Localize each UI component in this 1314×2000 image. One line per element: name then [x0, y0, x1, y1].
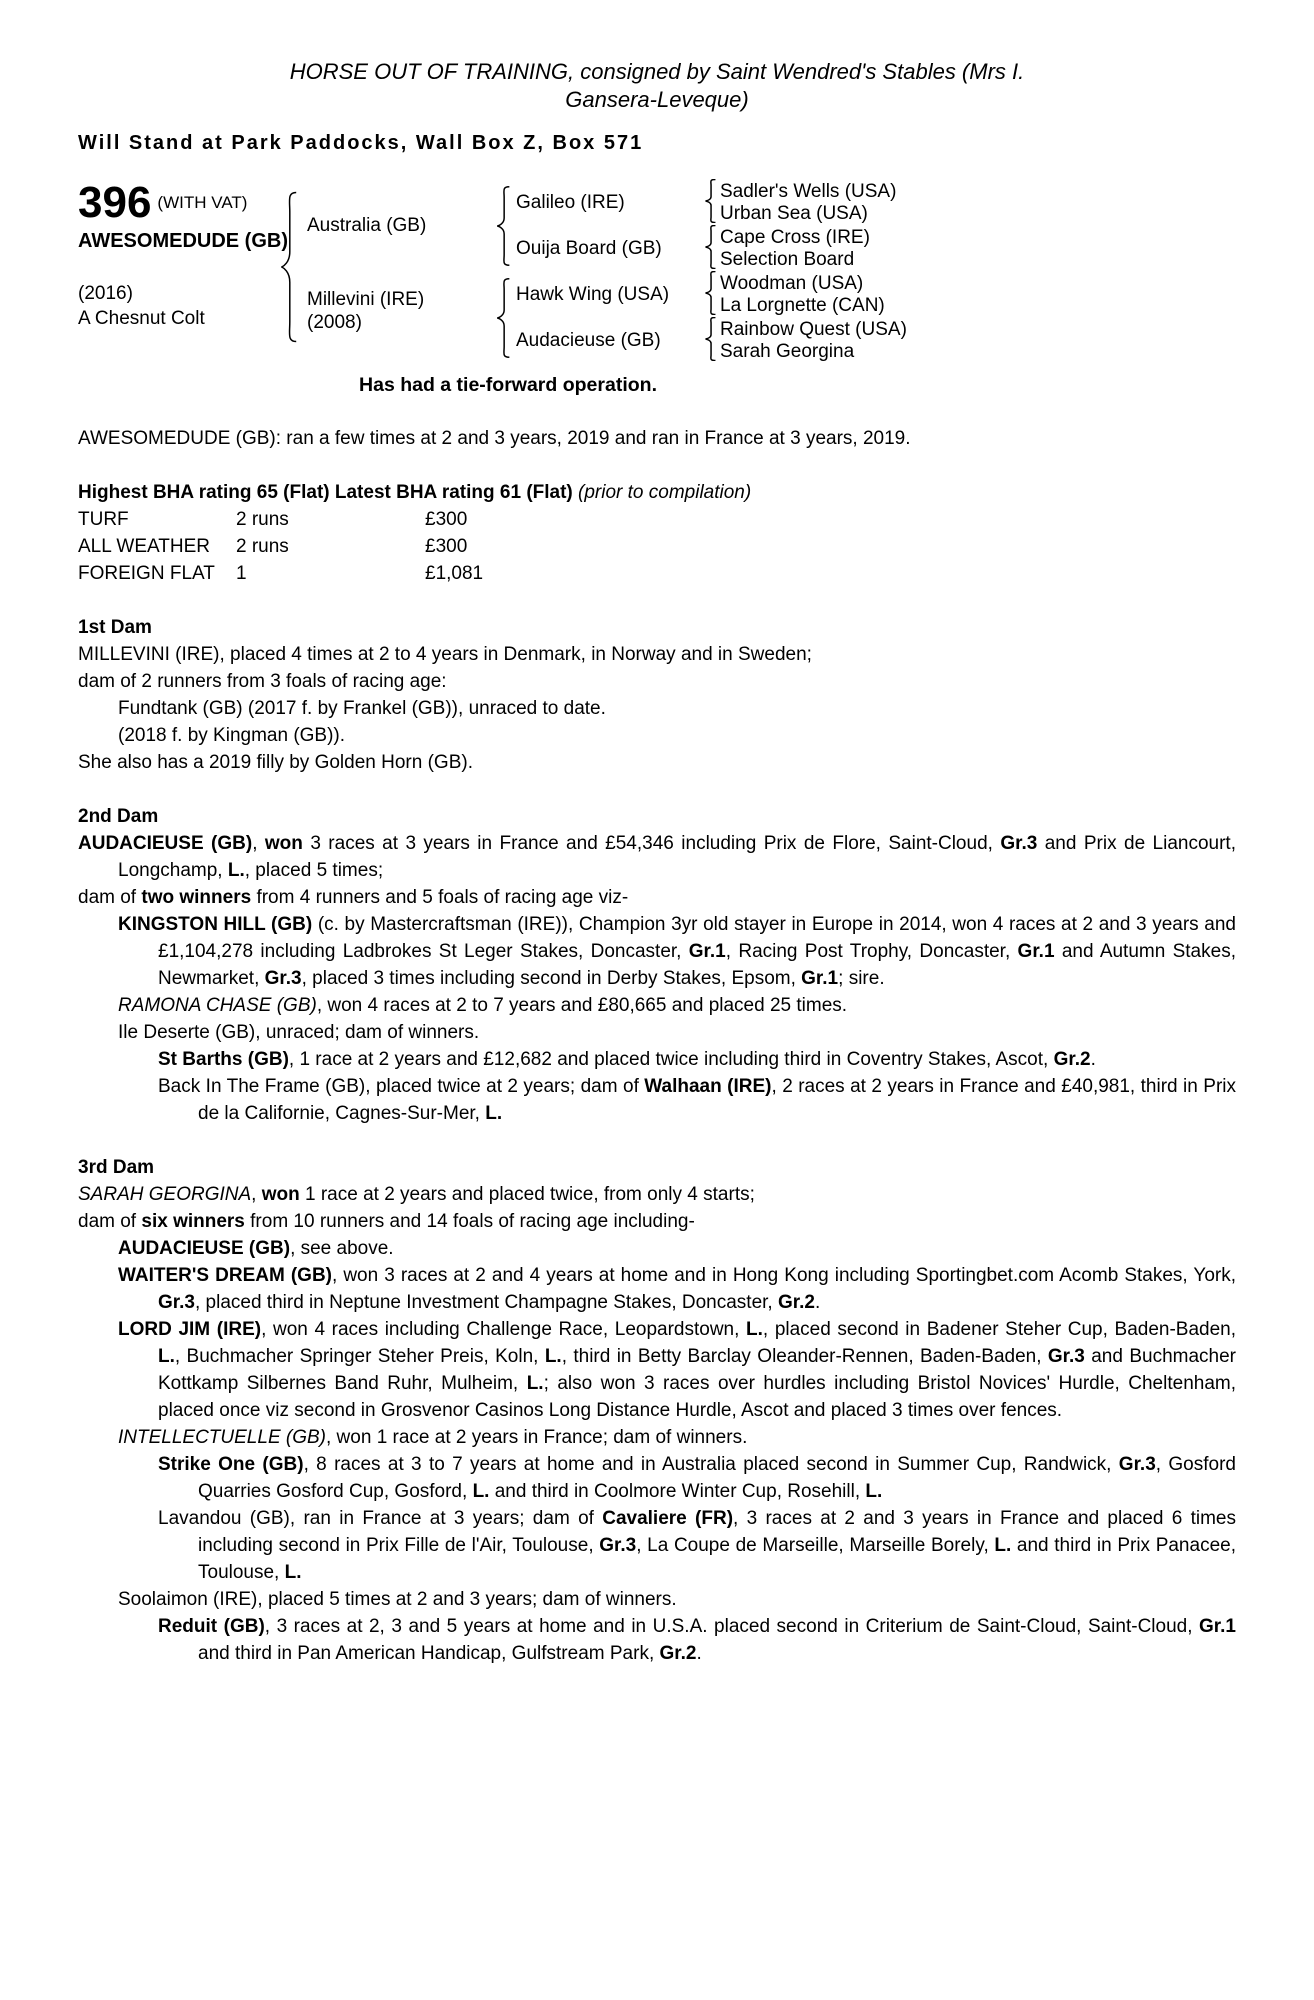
granddam-name: Ouija Board (GB) — [516, 238, 662, 259]
consignor-title-line1: HORSE OUT OF TRAINING, consigned by Saint Wendred's Stables (Mrs I. — [289, 59, 1025, 84]
rating-surface: TURF — [78, 509, 129, 530]
pedigree-brace — [705, 179, 716, 223]
text-run: Gr.3 — [1000, 833, 1038, 854]
text-run: L. — [994, 1535, 1012, 1556]
rating-surface: ALL WEATHER — [78, 536, 210, 557]
rating-earnings: £1,081 — [425, 563, 484, 584]
dam-name: Millevini (IRE) — [307, 289, 425, 310]
text-run: Gr.2 — [777, 1292, 815, 1313]
pedigree-brace — [281, 191, 297, 343]
text-run: , 3 races at 2, 3 and 5 years at home and in U.S.A. placed second in Criterium de Saint-Cloud, Saint-Cloud, — [264, 1616, 1200, 1637]
dam-section — [78, 614, 1236, 776]
text-run: . — [814, 1292, 821, 1313]
pedigree-paragraph — [78, 1235, 1236, 1262]
text-run: L. — [485, 1103, 503, 1124]
text-run: Highest BHA rating 65 (Flat) Latest BHA rating 61 (Flat) — [78, 482, 579, 503]
pedigree-paragraph — [78, 1451, 1236, 1505]
text-run: Gr.2 — [1053, 1049, 1091, 1070]
text-run: , 2 races at 2 years in France and £40,981, third in Prix de la Californie, Cagnes-Sur-Mer, — [198, 1076, 1237, 1124]
text-run: , placed 5 times; — [244, 860, 384, 881]
text-run: and third in Pan American Handicap, Gulfstream Park, — [198, 1643, 660, 1664]
section-heading: 2nd Dam — [78, 806, 159, 827]
text-run: She also has a 2019 filly by Golden Horn (GB). — [78, 752, 473, 773]
text-run: and Buchmacher Kottkamp Silbernes Band Ruhr, Mulheim, — [158, 1346, 1236, 1394]
pedigree-paragraph — [78, 1262, 1236, 1316]
text-run: , 3 races at 2 and 3 years in France and placed 6 times including second in Prix Fille de l'Air, Toulouse, — [198, 1508, 1236, 1556]
text-run: Soolaimon (IRE), placed 5 times at 2 and 3 years; dam of winners. — [118, 1589, 677, 1610]
rating-row — [78, 506, 1236, 533]
pedigree-paragraph — [78, 641, 1236, 668]
text-run: , Buchmacher Springer Steher Preis, Koln, — [174, 1346, 545, 1367]
pedigree-brace — [705, 271, 716, 315]
pedigree-paragraph — [78, 884, 1236, 911]
bha-rating-heading — [78, 479, 1236, 506]
pedigree-paragraph — [78, 1046, 1236, 1073]
text-run: Fundtank (GB) (2017 f. by Frankel (GB)), unraced to date. — [118, 698, 606, 719]
rating-block — [78, 479, 1236, 587]
ancestor-name: Urban Sea (USA) — [720, 203, 868, 224]
pedigree-table — [78, 178, 1236, 366]
text-run: St Barths (GB) — [158, 1049, 289, 1070]
text-run: , La Coupe de Marseille, Marseille Borely, — [636, 1535, 995, 1556]
text-run: Gr.3 — [264, 968, 302, 989]
stand-location: Will Stand at Park Paddocks, Wall Box Z, Box 571 — [78, 132, 644, 154]
rating-surface: FOREIGN FLAT — [78, 563, 215, 584]
text-run: , Racing Post Trophy, Doncaster, — [725, 941, 1018, 962]
rating-earnings: £300 — [425, 509, 468, 530]
text-run: and Autumn Stakes, Newmarket, — [158, 941, 1236, 989]
rating-rows — [78, 506, 1236, 587]
pedigree-paragraph — [78, 911, 1236, 992]
text-run: Gr.3 — [1118, 1454, 1156, 1475]
text-run: , won 3 races at 2 and 4 years at home and in Hong Kong including Sportingbet.com Acomb Stakes, York, — [332, 1265, 1236, 1286]
text-run: , placed third in Neptune Investment Champagne Stakes, Doncaster, — [194, 1292, 778, 1313]
pedigree-brace — [705, 317, 716, 361]
text-run: L. — [865, 1481, 883, 1502]
horse-name: AWESOMEDUDE (GB) — [78, 230, 288, 252]
text-run: Reduit (GB) — [158, 1616, 265, 1637]
text-run: , — [252, 833, 265, 854]
pedigree-paragraph — [78, 1316, 1236, 1424]
text-run: Gr.1 — [1017, 941, 1055, 962]
race-record-summary — [78, 425, 1236, 452]
grandsire-name: Hawk Wing (USA) — [516, 284, 670, 305]
dam-section — [78, 803, 1236, 1127]
text-run: won — [264, 833, 303, 854]
text-run: (prior to compilation) — [578, 482, 752, 503]
rating-runs: 2 runs — [236, 536, 289, 557]
pedigree-brace — [705, 225, 716, 269]
text-run: 1 race at 2 years and placed twice, from only 4 starts; — [299, 1184, 755, 1205]
ancestor-name: Sadler's Wells (USA) — [720, 181, 897, 202]
text-run: 3 races at 3 years in France and £54,346 including Prix de Flore, Saint-Cloud, — [302, 833, 1001, 854]
text-run: . — [1090, 1049, 1096, 1070]
text-run: , placed second in Badener Steher Cup, Baden-Baden, — [762, 1319, 1237, 1340]
text-run: Walhaan (IRE) — [644, 1076, 772, 1097]
pedigree-brace — [497, 278, 510, 358]
text-run: , won 4 races including Challenge Race, Leopardstown, — [261, 1319, 747, 1340]
text-run: . — [696, 1643, 702, 1664]
text-run: L. — [526, 1373, 544, 1394]
veterinary-note: Has had a tie-forward operation. — [359, 374, 657, 396]
text-run: , won 4 races at 2 to 7 years and £80,665 and placed 25 times. — [316, 995, 848, 1016]
ancestor-name: Sarah Georgina — [720, 341, 855, 362]
pedigree-paragraph — [78, 992, 1236, 1019]
text-run: L. — [227, 860, 245, 881]
text-run: L. — [746, 1319, 763, 1340]
rating-runs: 2 runs — [236, 509, 289, 530]
rating-runs: 1 — [236, 563, 247, 584]
text-run: Gr.3 — [1047, 1346, 1085, 1367]
pedigree-paragraph — [78, 1208, 1236, 1235]
granddam-name: Audacieuse (GB) — [516, 330, 661, 351]
text-run: Gr.2 — [659, 1643, 697, 1664]
ancestor-name: Selection Board — [720, 249, 855, 270]
text-run: KINGSTON HILL (GB) — [118, 914, 313, 935]
text-run: (2018 f. by Kingman (GB)). — [118, 725, 346, 746]
text-run: Gr.1 — [1199, 1616, 1236, 1637]
text-run: and third in Prix Panacee, Toulouse, — [198, 1535, 1236, 1583]
text-run: AUDACIEUSE (GB) — [118, 1238, 291, 1259]
text-run: INTELLECTUELLE (GB) — [118, 1427, 326, 1448]
text-run: WAITER'S DREAM (GB) — [118, 1265, 332, 1286]
text-run: AWESOMEDUDE (GB): ran a few times at 2 and 3 years, 2019 and ran in France at 3 years, 2019. — [78, 428, 911, 449]
text-run: dam of — [78, 887, 142, 908]
ancestor-name: La Lorgnette (CAN) — [720, 295, 885, 316]
pedigree-paragraph — [78, 1019, 1236, 1046]
pedigree-paragraph — [78, 1181, 1236, 1208]
lot-number: 396 — [78, 178, 152, 227]
text-run: won — [261, 1184, 300, 1205]
pedigree-paragraph — [78, 830, 1236, 884]
text-run: Gr.3 — [599, 1535, 637, 1556]
text-run: MILLEVINI (IRE), placed 4 times at 2 to 4 years in Denmark, in Norway and in Sweden; — [78, 644, 812, 665]
text-run: , third in Betty Barclay Oleander-Rennen, Baden-Baden, — [561, 1346, 1048, 1367]
consignor-title — [78, 58, 1236, 114]
text-run: dam of 2 runners from 3 foals of racing age: — [78, 671, 447, 692]
dam-section — [78, 1154, 1236, 1667]
consignor-title-line2: Gansera-Leveque) — [565, 87, 749, 112]
section-heading: 3rd Dam — [78, 1157, 155, 1178]
rating-earnings: £300 — [425, 536, 468, 557]
pedigree-paragraph — [78, 749, 1236, 776]
text-run: , see above. — [290, 1238, 394, 1259]
text-run: L. — [284, 1562, 302, 1583]
pedigree-paragraph — [78, 1505, 1236, 1586]
pedigree-paragraph — [78, 1586, 1236, 1613]
text-run: Strike One (GB) — [158, 1454, 304, 1475]
text-run: (c. by Mastercraftsman (IRE)), Champion 3yr old stayer in Europe in 2014, won 4 races at 2 and 3 years and £1,104,278 including Ladbrokes St Leger Stakes, Doncaster, — [158, 914, 1236, 962]
horse-year: (2016) — [78, 283, 133, 304]
dam-sections — [78, 614, 1236, 1667]
text-run: from 4 runners and 5 foals of racing age viz- — [251, 887, 629, 908]
text-run: SARAH GEORGINA — [78, 1184, 252, 1205]
text-run: dam of — [78, 1211, 142, 1232]
rating-row — [78, 533, 1236, 560]
section-heading: 1st Dam — [78, 617, 152, 638]
text-run: L. — [472, 1481, 490, 1502]
text-run: , placed 3 times including second in Derby Stakes, Epsom, — [301, 968, 802, 989]
text-run: Back In The Frame (GB), placed twice at 2 years; dam of — [158, 1076, 645, 1097]
text-run: Gr.1 — [801, 968, 839, 989]
text-run: ; sire. — [838, 968, 885, 989]
pedigree-paragraph — [78, 668, 1236, 695]
ancestor-name: Cape Cross (IRE) — [720, 227, 870, 248]
text-run: two winners — [141, 887, 252, 908]
lot-line — [78, 178, 248, 227]
dam-year: (2008) — [307, 312, 362, 333]
text-run: , — [251, 1184, 262, 1205]
text-run: , Gosford Quarries Gosford Cup, Gosford, — [198, 1454, 1236, 1502]
text-run: Gr.3 — [158, 1292, 195, 1313]
text-run: , 8 races at 3 to 7 years at home and in Australia placed second in Summer Cup, Randwick, — [303, 1454, 1119, 1475]
text-run: from 10 runners and 14 foals of racing age including- — [244, 1211, 695, 1232]
ancestor-name: Woodman (USA) — [720, 273, 864, 294]
horse-colour: A Chesnut Colt — [78, 308, 205, 329]
text-run: , 1 race at 2 years and £12,682 and placed twice including third in Coventry Stakes, Ascot, — [288, 1049, 1054, 1070]
text-run: and third in Coolmore Winter Cup, Rosehill, — [489, 1481, 866, 1502]
text-run: Gr.1 — [688, 941, 726, 962]
grandsire-name: Galileo (IRE) — [516, 192, 625, 213]
text-run: RAMONA CHASE (GB) — [118, 995, 317, 1016]
text-run: AUDACIEUSE (GB) — [78, 833, 253, 854]
text-run: LORD JIM (IRE) — [118, 1319, 262, 1340]
text-run: L. — [158, 1346, 175, 1367]
pedigree-brace — [497, 186, 510, 266]
text-run: , won 1 race at 2 years in France; dam of winners. — [326, 1427, 748, 1448]
text-run: Ile Deserte (GB), unraced; dam of winners. — [118, 1022, 480, 1043]
text-run: Cavaliere (FR) — [602, 1508, 734, 1529]
pedigree-paragraph — [78, 722, 1236, 749]
rating-row — [78, 560, 1236, 587]
text-run: Lavandou (GB), ran in France at 3 years; dam of — [158, 1508, 603, 1529]
pedigree-paragraph — [78, 1073, 1236, 1127]
ancestor-name: Rainbow Quest (USA) — [720, 319, 907, 340]
pedigree-paragraph — [78, 1424, 1236, 1451]
pedigree-paragraph — [78, 695, 1236, 722]
sire-name: Australia (GB) — [307, 215, 427, 236]
text-run: six winners — [141, 1211, 245, 1232]
text-run: L. — [544, 1346, 562, 1367]
text-run: ; also won 3 races over hurdles including Bristol Novices' Hurdle, Cheltenham, placed once viz second in Grosvenor Casinos Long Distance Hurdle, Ascot and placed 3 times over fences. — [158, 1373, 1237, 1421]
text-run: and Prix de Liancourt, Longchamp, — [118, 833, 1236, 881]
lot-vat: (WITH VAT) — [157, 193, 248, 213]
pedigree-paragraph — [78, 1613, 1236, 1667]
